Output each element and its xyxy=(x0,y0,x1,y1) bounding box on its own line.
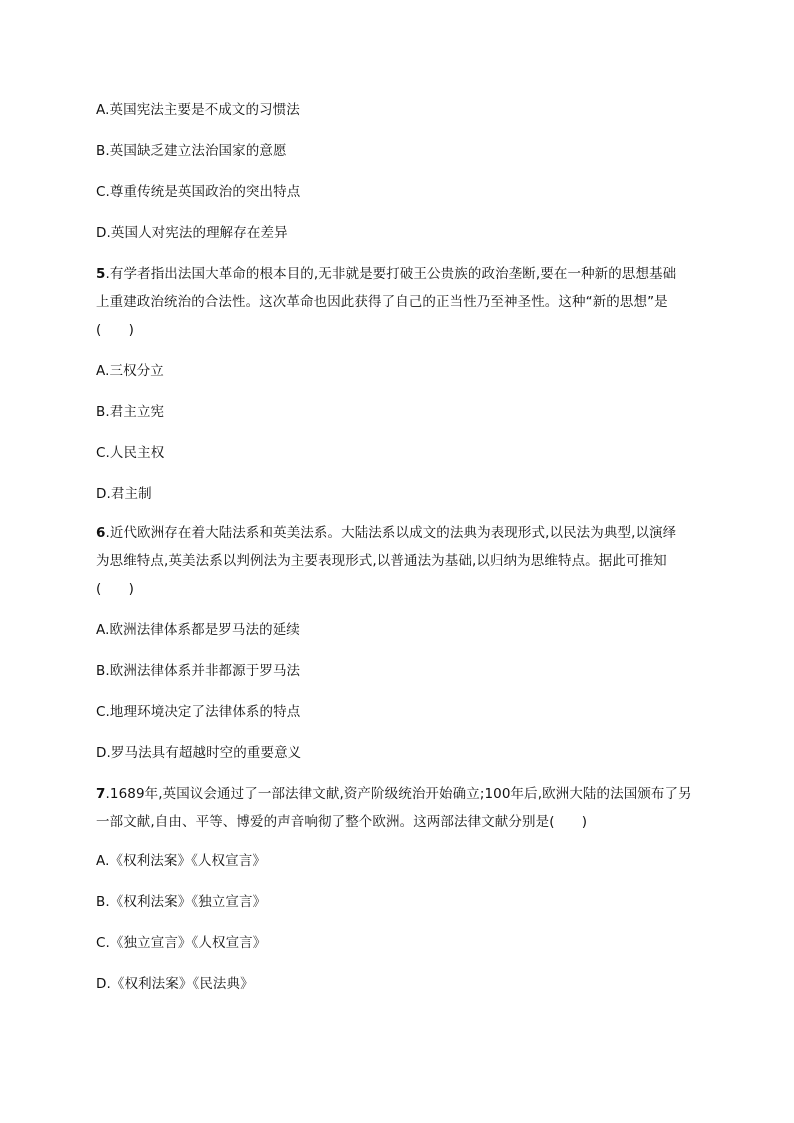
q5-answer-blank: ( ) xyxy=(96,322,134,338)
q7-option-a: A.《权利法案》《人权宣言》 xyxy=(96,853,266,869)
q7-stem-line-1 xyxy=(96,784,692,804)
q7-option-b: B.《权利法案》《独立宣言》 xyxy=(96,894,267,910)
q7-stem-text-1: .1689年,英国议会通过了一部法律文献,资产阶级统治开始确立;100年后,欧洲大陆的法国颁布了另 xyxy=(105,786,692,802)
q4-option-c: C.尊重传统是英国政治的突出特点 xyxy=(96,184,301,200)
q5-option-b: B.君主立宪 xyxy=(96,404,165,420)
q6-stem-line-2: 为思维特点,英美法系以判例法为主要表现形式,以普通法为基础,以归纳为思维特点。据此可推知 xyxy=(96,553,667,569)
q5-stem-line-2: 上重建政治统治的合法性。这次革命也因此获得了自己的正当性乃至神圣性。这种“新的思想”是 xyxy=(96,294,668,310)
q5-stem-line-1 xyxy=(96,264,676,284)
q5-stem-text-1: .有学者指出法国大革命的根本目的,无非就是要打破王公贵族的政治垄断,要在一种新的思想基础 xyxy=(105,266,677,282)
q5-option-a: A.三权分立 xyxy=(96,363,164,379)
q6-stem-line-1 xyxy=(96,523,676,543)
q6-option-d: D.罗马法具有超越时空的重要意义 xyxy=(96,745,302,761)
q6-number: 6 xyxy=(96,525,106,541)
q4-option-a: A.英国宪法主要是不成文的习惯法 xyxy=(96,102,300,118)
q6-option-b: B.欧洲法律体系并非都源于罗马法 xyxy=(96,663,301,679)
q6-option-a: A.欧洲法律体系都是罗马法的延续 xyxy=(96,622,300,638)
q6-option-c: C.地理环境决定了法律体系的特点 xyxy=(96,704,301,720)
q7-option-c: C.《独立宣言》《人权宣言》 xyxy=(96,935,267,951)
q6-stem-text-1: .近代欧洲存在着大陆法系和英美法系。大陆法系以成文的法典为表现形式,以民法为典型,以演绎 xyxy=(105,525,677,541)
q4-option-d: D.英国人对宪法的理解存在差异 xyxy=(96,225,288,241)
q7-stem-line-2: 一部文献,自由、平等、博爱的声音响彻了整个欧洲。这两部法律文献分别是( ) xyxy=(96,814,588,830)
q7-number: 7 xyxy=(96,786,106,802)
q5-number: 5 xyxy=(96,266,106,282)
q4-option-b: B.英国缺乏建立法治国家的意愿 xyxy=(96,143,287,159)
q5-option-c: C.人民主权 xyxy=(96,445,165,461)
q7-option-d: D.《权利法案》《民法典》 xyxy=(96,976,254,992)
q6-answer-blank: ( ) xyxy=(96,581,134,597)
q5-option-d: D.君主制 xyxy=(96,486,152,502)
